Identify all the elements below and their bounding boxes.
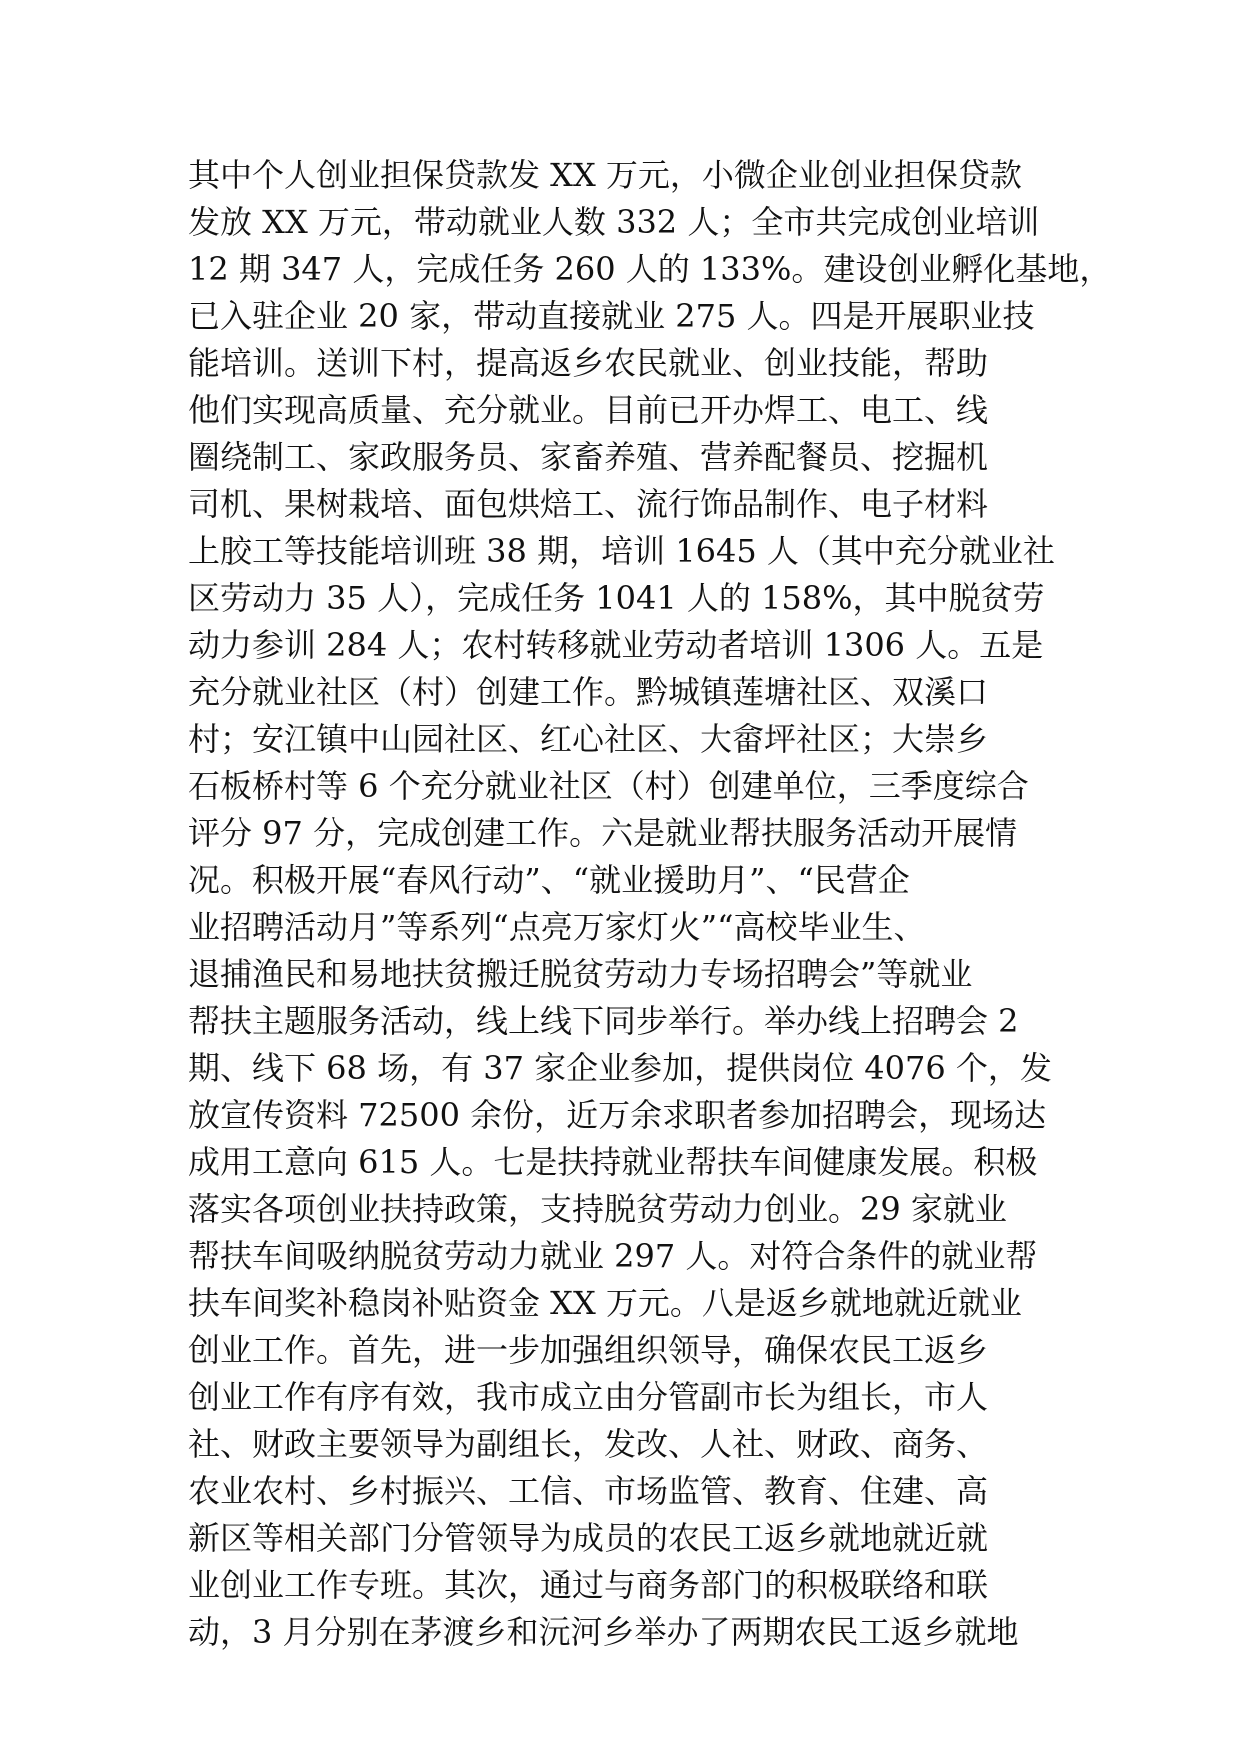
text-line: 充分就业社区（村）创建工作。黔城镇莲塘社区、双溪口 <box>188 673 989 711</box>
text-line: 帮扶车间吸纳脱贫劳动力就业 297 人。对符合条件的就业帮 <box>188 1237 1038 1275</box>
text-line: 已入驻企业 20 家，带动直接就业 275 人。四是开展职业技 <box>188 297 1035 335</box>
text-line: 他们实现高质量、充分就业。目前已开办焊工、电工、线 <box>188 391 989 429</box>
text-line: 评分 97 分，完成创建工作。六是就业帮扶服务活动开展情 <box>188 814 1018 852</box>
text-line: 其中个人创业担保贷款发 XX 万元，小微企业创业担保贷款 <box>188 156 1022 194</box>
text-line: 期、线下 68 场，有 37 家企业参加，提供岗位 4076 个，发 <box>188 1049 1052 1087</box>
text-line: 村；安江镇中山园社区、红心社区、大畲坪社区；大崇乡 <box>188 720 989 758</box>
text-line: 石板桥村等 6 个充分就业社区（村）创建单位，三季度综合 <box>188 767 1029 805</box>
text-line: 落实各项创业扶持政策，支持脱贫劳动力创业。29 家就业 <box>188 1190 1007 1228</box>
text-line: 业创业工作专班。其次，通过与商务部门的积极联络和联 <box>188 1566 989 1604</box>
text-line: 创业工作。首先，进一步加强组织领导，确保农民工返乡 <box>188 1331 989 1369</box>
text-line: 动力参训 284 人；农村转移就业劳动者培训 1306 人。五是 <box>188 626 1044 664</box>
text-line: 农业农村、乡村振兴、工信、市场监管、教育、住建、高 <box>188 1472 989 1510</box>
text-line: 业招聘活动月”等系列“点亮万家灯火”“高校毕业生、 <box>188 908 926 946</box>
text-line: 上胶工等技能培训班 38 期，培训 1645 人（其中充分就业社 <box>188 532 1055 570</box>
text-line: 创业工作有序有效，我市成立由分管副市长为组长，市人 <box>188 1378 989 1416</box>
text-line: 放宣传资料 72500 余份，近万余求职者参加招聘会，现场达 <box>188 1096 1047 1134</box>
text-line: 区劳动力 35 人），完成任务 1041 人的 158%，其中脱贫劳 <box>188 579 1045 617</box>
text-line: 况。积极开展“春风行动”、“就业援助月”、“民营企 <box>188 861 910 899</box>
text-line: 成用工意向 615 人。七是扶持就业帮扶车间健康发展。积极 <box>188 1143 1038 1181</box>
text-line: 司机、果树栽培、面包烘焙工、流行饰品制作、电子材料 <box>188 485 989 523</box>
text-line: 扶车间奖补稳岗补贴资金 XX 万元。八是返乡就地就近就业 <box>188 1284 1022 1322</box>
text-line: 新区等相关部门分管领导为成员的农民工返乡就地就近就 <box>188 1519 989 1557</box>
text-line: 圈绕制工、家政服务员、家畜养殖、营养配餐员、挖掘机 <box>188 438 989 476</box>
text-line: 发放 XX 万元，带动就业人数 332 人；全市共完成创业培训 <box>188 203 1040 241</box>
text-line: 退捕渔民和易地扶贫搬迁脱贫劳动力专场招聘会”等就业 <box>188 955 973 993</box>
text-line: 帮扶主题服务活动，线上线下同步举行。举办线上招聘会 2 <box>188 1002 1019 1040</box>
text-line: 社、财政主要领导为副组长，发改、人社、财政、商务、 <box>188 1425 989 1463</box>
text-line: 12 期 347 人，完成任务 260 人的 133%。建设创业孵化基地， <box>188 250 1112 288</box>
body-paragraph <box>188 152 1112 1656</box>
text-line: 能培训。送训下村，提高返乡农民就业、创业技能，帮助 <box>188 344 989 382</box>
text-line: 动，3 月分别在茅渡乡和沅河乡举办了两期农民工返乡就地 <box>188 1613 1019 1651</box>
